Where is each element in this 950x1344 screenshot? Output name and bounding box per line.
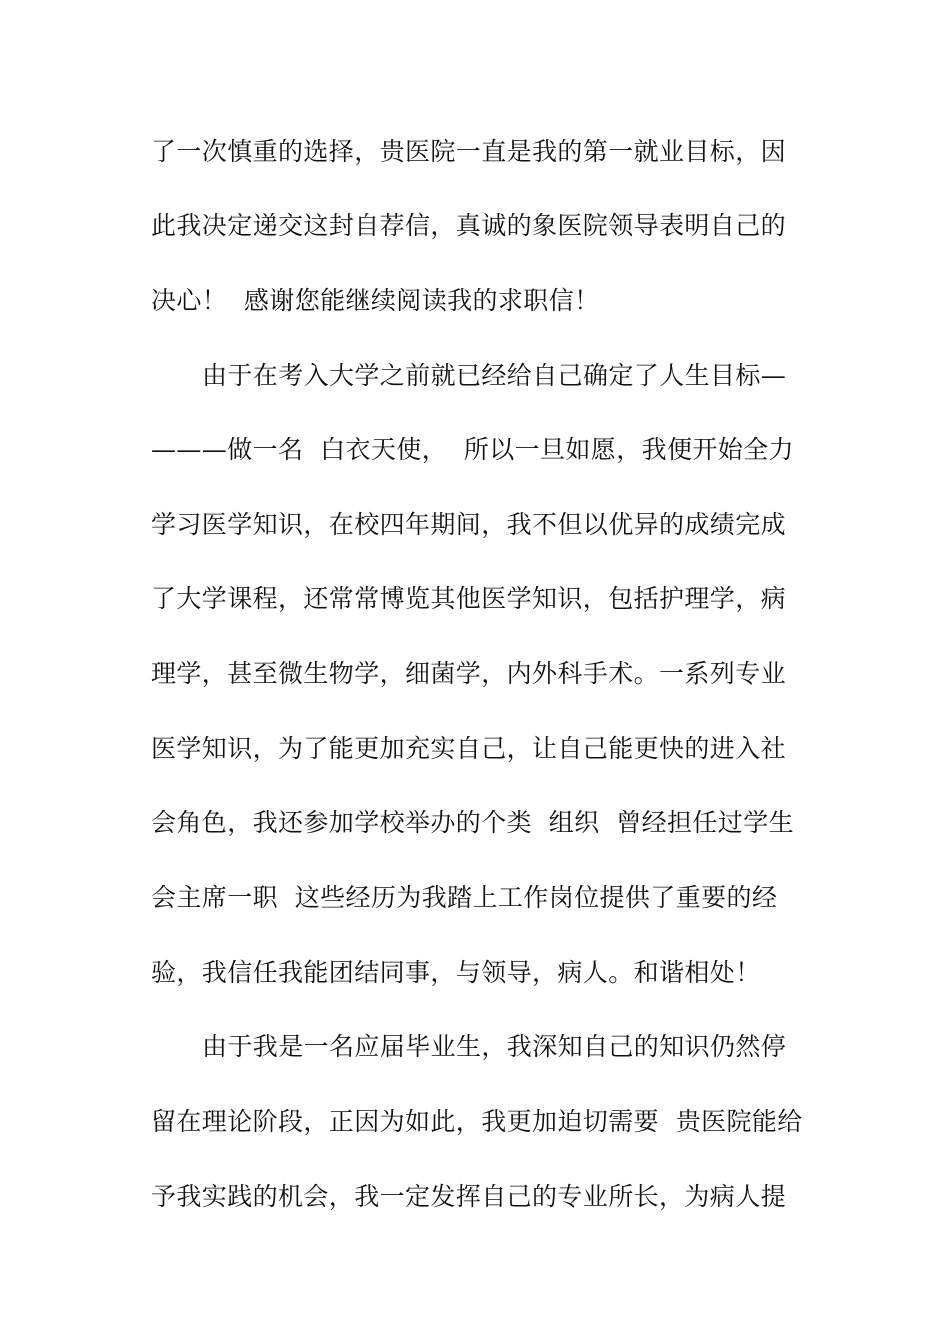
paragraph-start-line: 由于我是一名应届毕业生，我深知自己的知识仍然停 (202, 1032, 787, 1061)
text-line: 予我实践的机会，我一定发挥自己的专业所长，为病人提 (151, 1182, 787, 1211)
text-line: 了大学课程，还常常博览其他医学知识，包括护理学，病 (151, 584, 787, 613)
text-line: 会角色，我还参加学校举办的个类 组织 曾经担任过学生 (151, 808, 794, 837)
text-line: ———做一名 白衣天使， 所以一旦如愿，我便开始全力 (151, 435, 794, 464)
text-line: 医学知识，为了能更加充实自己，让自己能更快的进入社 (151, 734, 787, 763)
paragraph-start-line: 由于在考入大学之前就已经给自己确定了人生目标— (202, 361, 787, 390)
text-line: 此我决定递交这封自荐信，真诚的象医院领导表明自己的 (151, 211, 787, 240)
text-line: 理学，甚至微生物学，细菌学，内外科手术。一系列专业 (151, 659, 787, 688)
text-line: 验，我信任我能团结同事，与领导，病人。和谐相处！ (151, 958, 761, 987)
text-line: 会主席一职 这些经历为我踏上工作岗位提供了重要的经 (151, 883, 778, 912)
text-line: 留在理论阶段，正因为如此，我更加迫切需要 贵医院能给 (151, 1107, 803, 1136)
text-line: 学习医学知识，在校四年期间，我不但以优异的成绩完成 (151, 510, 787, 539)
text-line: 决心！ 感谢您能继续阅读我的求职信！ (151, 286, 600, 315)
text-line: 了一次慎重的选择，贵医院一直是我的第一就业目标，因 (151, 137, 787, 166)
